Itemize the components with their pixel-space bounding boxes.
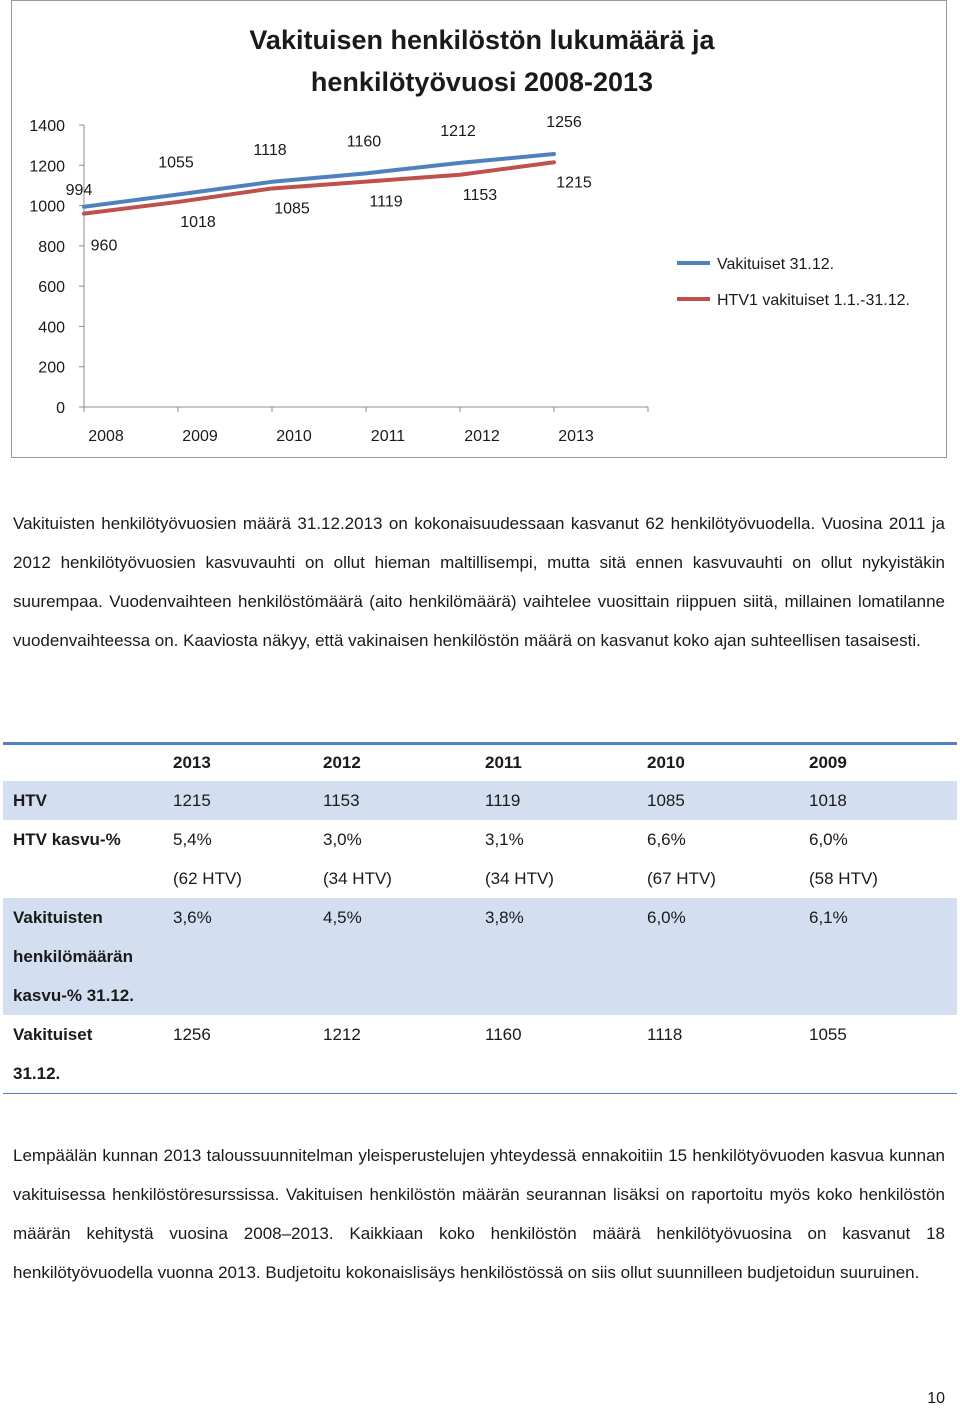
- table-row-htv: [3, 781, 957, 820]
- table-cell: 1055: [809, 1025, 847, 1044]
- table-header-row: [3, 744, 957, 782]
- growth-percent: 3,0%: [323, 830, 362, 849]
- data-label: 1160: [346, 133, 382, 151]
- y-tick-label: 200: [38, 359, 65, 377]
- row-label-line: Vakituisten: [13, 908, 103, 927]
- table-corner: [3, 744, 173, 782]
- legend-label: HTV1 vakituiset 1.1.-31.12.: [717, 292, 910, 309]
- row-label-headcount-growth: [3, 898, 173, 1015]
- x-tick-label: 2013: [558, 428, 594, 445]
- htv-table: [3, 742, 957, 1094]
- x-tick-label: 2010: [276, 428, 312, 445]
- x-tick-label: 2012: [464, 428, 500, 445]
- line-chart: [12, 1, 948, 459]
- table-cell: [173, 820, 323, 898]
- table-cell: 4,5%: [323, 908, 362, 927]
- growth-htv: (67 HTV): [647, 869, 716, 888]
- table-cell: [647, 820, 809, 898]
- row-label-line: Vakituiset: [13, 1025, 93, 1044]
- table-header-2011: 2011: [485, 753, 522, 772]
- table-cell: 1119: [485, 791, 521, 810]
- data-label: 1256: [546, 114, 582, 132]
- data-label: 994: [65, 181, 93, 199]
- paragraph-budget: Lempäälän kunnan 2013 taloussuunnitelman yleisperustelujen yhteydessä ennakoitiin 15 henkilötyövuoden kasvua kunnan vakituisessa henkilöstöresurssissa. Vakituisen henkilöstön määrän seurannan lisäksi on raportoitu myös koko henkilöstön määrän kehitystä vuosina 2008–2013. Kaikkiaan koko henkilöstön määrä henkilötyövuosina on kasvanut 18 henkilötyövuodella vuonna 2013. Budjetoitu kokonaislisäys henkilöstössä on siis ollut suunnilleen budjetoidun suuruinen.: [13, 1146, 945, 1282]
- chart-title-line2: henkilötyövuosi 2008-2013: [310, 67, 654, 97]
- y-tick-label: 400: [38, 319, 65, 337]
- table-cell: 1018: [809, 791, 847, 810]
- table-cell: 1153: [323, 791, 360, 810]
- chart-frame: [11, 0, 947, 458]
- table-row-headcount-growth: [3, 898, 957, 1015]
- x-tick-label: 2009: [182, 428, 218, 445]
- growth-percent: 3,1%: [485, 830, 524, 849]
- data-label: 960: [90, 237, 118, 255]
- y-tick-label: 1000: [29, 198, 65, 216]
- table-cell: [809, 820, 957, 898]
- data-label: 1018: [180, 213, 216, 231]
- data-label: 1055: [158, 154, 194, 172]
- data-label: 1215: [556, 174, 592, 192]
- table-cell: [485, 820, 647, 898]
- row-label-line: kasvu-% 31.12.: [13, 986, 134, 1005]
- growth-htv: (58 HTV): [809, 869, 878, 888]
- y-tick-label: 1200: [29, 158, 65, 176]
- x-tick-label: 2008: [88, 428, 124, 445]
- table-cell: [323, 820, 485, 898]
- table-cell: 6,0%: [647, 908, 686, 927]
- table-cell: 1256: [173, 1025, 211, 1044]
- x-tick-label: 2011: [370, 428, 406, 445]
- y-tick-label: 1400: [29, 118, 65, 135]
- chart-title-line1: Vakituisen henkilöstön lukumäärä ja: [249, 25, 715, 55]
- growth-percent: 6,6%: [647, 830, 686, 849]
- row-label-line: henkilömäärän: [13, 947, 133, 966]
- table-cell: 1085: [647, 791, 685, 810]
- table-header-2009: 2009: [809, 753, 847, 772]
- row-label-permanent: [3, 1015, 173, 1094]
- data-label: 1085: [274, 200, 310, 218]
- growth-htv: (62 HTV): [173, 869, 242, 888]
- table-cell: 1160: [485, 1025, 522, 1044]
- table-cell: 6,1%: [809, 908, 848, 927]
- data-label: 1118: [253, 141, 287, 159]
- row-label-htv: HTV: [13, 791, 47, 810]
- table-row-htv-growth: [3, 820, 957, 898]
- row-label-htv-growth: HTV kasvu-%: [13, 830, 121, 849]
- page-number: 10: [927, 1390, 945, 1407]
- table-cell: 1215: [173, 791, 211, 810]
- growth-percent: 5,4%: [173, 830, 212, 849]
- paragraph-htv-growth: Vakituisten henkilötyövuosien määrä 31.12.2013 on kokonaisuudessaan kasvanut 62 henkilötyövuodella. Vuosina 2011 ja 2012 henkilötyövuosien kasvuvauhti on ollut hieman maltillisempi, mutta sitä ennen kasvuvauhti on ollut nykyistäkin suurempaa. Vuodenvaihteen henkilöstömäärä (aito henkilömäärä) vaihtelee vuosittain riippuen siitä, millainen lomatilanne vuodenvaihteessa on. Kaaviosta näkyy, että vakinaisen henkilöstön määrä on kasvanut koko ajan suhteellisen tasaisesti.: [13, 514, 945, 650]
- data-label: 1119: [369, 193, 403, 211]
- y-tick-label: 600: [38, 279, 65, 297]
- table-cell: 1118: [647, 1025, 683, 1044]
- table-cell: 3,8%: [485, 908, 524, 927]
- table-cell: 3,6%: [173, 908, 212, 927]
- data-label: 1212: [440, 122, 476, 140]
- growth-percent: 6,0%: [809, 830, 848, 849]
- table-cell: 1212: [323, 1025, 361, 1044]
- table-header-2013: 2013: [173, 753, 211, 772]
- table-header-2010: 2010: [647, 753, 685, 772]
- growth-htv: (34 HTV): [485, 869, 554, 888]
- data-label: 1153: [462, 186, 498, 204]
- y-tick-label: 0: [56, 400, 65, 417]
- growth-htv: (34 HTV): [323, 869, 392, 888]
- legend-label: Vakituiset 31.12.: [717, 256, 835, 273]
- table-row-permanent: [3, 1015, 957, 1094]
- table-header-2012: 2012: [323, 753, 361, 772]
- y-tick-label: 800: [38, 238, 65, 256]
- row-label-line: 31.12.: [13, 1064, 61, 1083]
